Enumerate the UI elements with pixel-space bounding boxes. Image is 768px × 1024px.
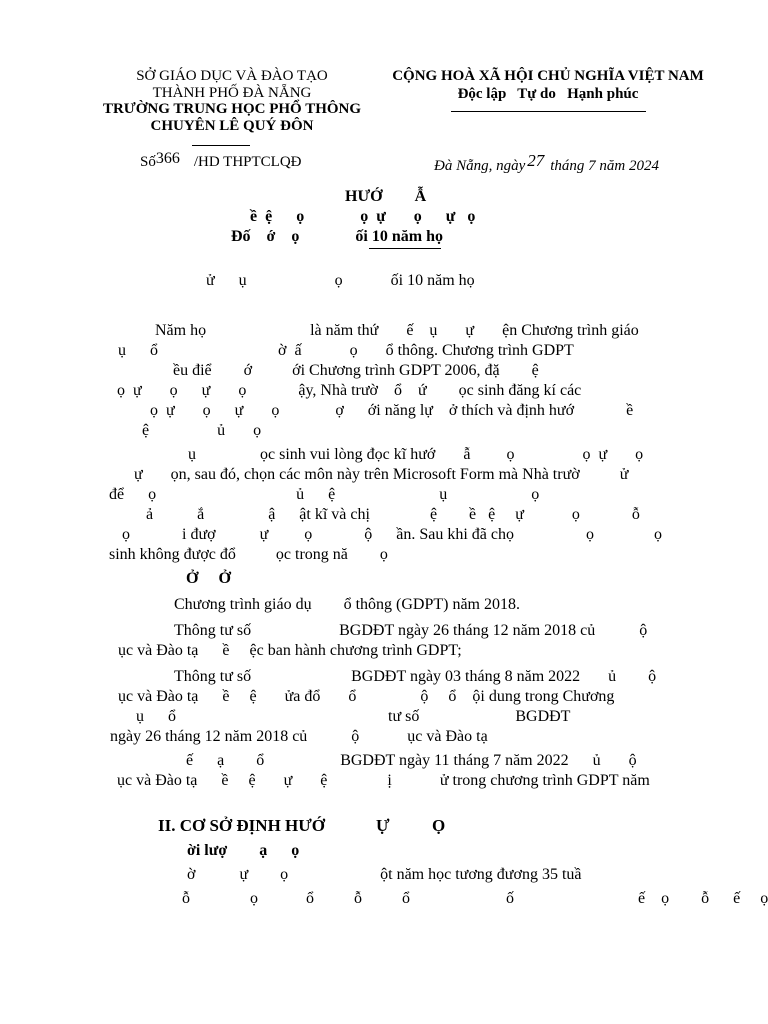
number-prefix: Số [140,154,156,170]
document-date [434,151,659,175]
section2-line2: ỗ ọ ổ ỗ ổ ố ế ọ ỗ ế ọ [182,890,768,907]
basis-item4-line2: ục và Đào tạ ề ệ ự ệ ị ử trong chương trình GDPT năm [117,772,650,789]
number-value: 366 [155,150,180,167]
basis-item1: Chương trình giáo dụ ổ thông (GDPT) năm 2018. [174,596,520,613]
basis-item3-line2: ục và Đào tạ ề ệ ửa đổ ổ ộ ổ ội dung trong Chương [118,688,615,705]
nation-name: CỘNG HOÀ XÃ HỘI CHỦ NGHĨA VIỆT NAM [392,68,704,84]
para1-line4: ọ ự ọ ự ọ ậy, Nhà trườ ổ ứ ọc sinh đăng kí các [117,382,582,399]
school-name-line1: TRƯỜNG TRUNG HỌC PHỔ THÔNG [102,101,362,117]
number-suffix: /HD THPTCLQĐ [193,154,302,170]
date-prefix: Đà Nẵng, ngày [434,158,526,174]
basis-item3-line4: ngày 26 tháng 12 năm 2018 củ ộ ục và Đào tạ [110,728,488,745]
basis-item3-line1: Thông tư số BGDĐT ngày 03 tháng 8 năm 2022 ủ ộ [174,668,657,685]
para2-line2: ự ọn, sau đó, chọn các môn này trên Microsoft Form mà Nhà trườ ử [134,466,629,483]
basis-item4-line1: ế ạ ổ BGDĐT ngày 11 tháng 7 năm 2022 ủ ộ [186,752,637,769]
basis-item2-line1: Thông tư số BGDĐT ngày 26 tháng 12 năm 2018 củ ộ [174,622,648,639]
para1-line6: ệ ủ ọ [142,422,262,439]
para1-line2: ụ ổ ờ ấ ọ ổ thông. Chương trình GDPT [118,342,574,359]
basis-item3-line3: ụ ổ tư số BGDĐT [136,708,571,725]
section2-line1: ờ ự ọ ột năm học tương đương 35 tuầ [187,866,582,883]
para2-line3: để ọ ủ ệ ụ ọ [109,486,540,503]
basis-item2-line2: ục và Đào tạ ề ệc ban hành chương trình GDPT; [118,642,462,659]
document-number [140,150,302,171]
recipient-line: ử ụ ọ ối 10 năm họ [206,272,475,289]
section2-heading: II. CƠ SỞ ĐỊNH HƯỚ Ự Ọ [158,816,446,835]
title-line1: HƯỚ Ẫ [345,188,427,205]
left-header-rule [192,145,250,146]
date-day: 27 [527,151,545,170]
school-name-line2: CHUYÊN LÊ QUÝ ĐÔN [150,118,314,134]
section1-heading: Ở Ở [186,570,231,587]
para2-line4: ả ắ ậ ật kĩ và chị ệ ề ệ ự ọ ỗ [146,506,640,523]
section2-subheading: ời lượ ạ ọ [187,842,300,859]
title-line2: ề ệ ọ ọ ự ọ ự ọ [250,208,476,225]
date-suffix: tháng 7 năm 2024 [550,158,659,174]
para2-line1: ụ ọc sinh vui lòng đọc kĩ hướ ẫ ọ ọ ự ọ [188,446,644,463]
agency-line: SỞ GIÁO DỤC VÀ ĐÀO TẠO [136,68,328,84]
para1-line3: ều điể ớ ới Chương trình GDPT 2006, đặ ệ [173,362,539,379]
city-name: THÀNH PHỐ ĐÀ NẴNG [152,85,312,101]
para1-line5: ọ ự ọ ự ọ ợ ới năng lự ở thích và định hướ ề [150,402,634,419]
para2-line5: ọ i đượ ự ọ ộ ần. Sau khi đã chọ ọ ọ [122,526,662,543]
para1-line1: Năm họ là năm thứ ế ụ ự ện Chương trình giáo [155,322,639,339]
right-header-rule [451,111,646,112]
para2-line6: sinh không được đổ ọc trong nă ọ [109,546,388,563]
nation-motto: Độc lập Tự do Hạnh phúc [457,86,639,102]
title-line3: Đố ớ ọ ối 10 năm họ [231,228,443,245]
title-rule [369,248,441,249]
agency-name [100,68,364,85]
